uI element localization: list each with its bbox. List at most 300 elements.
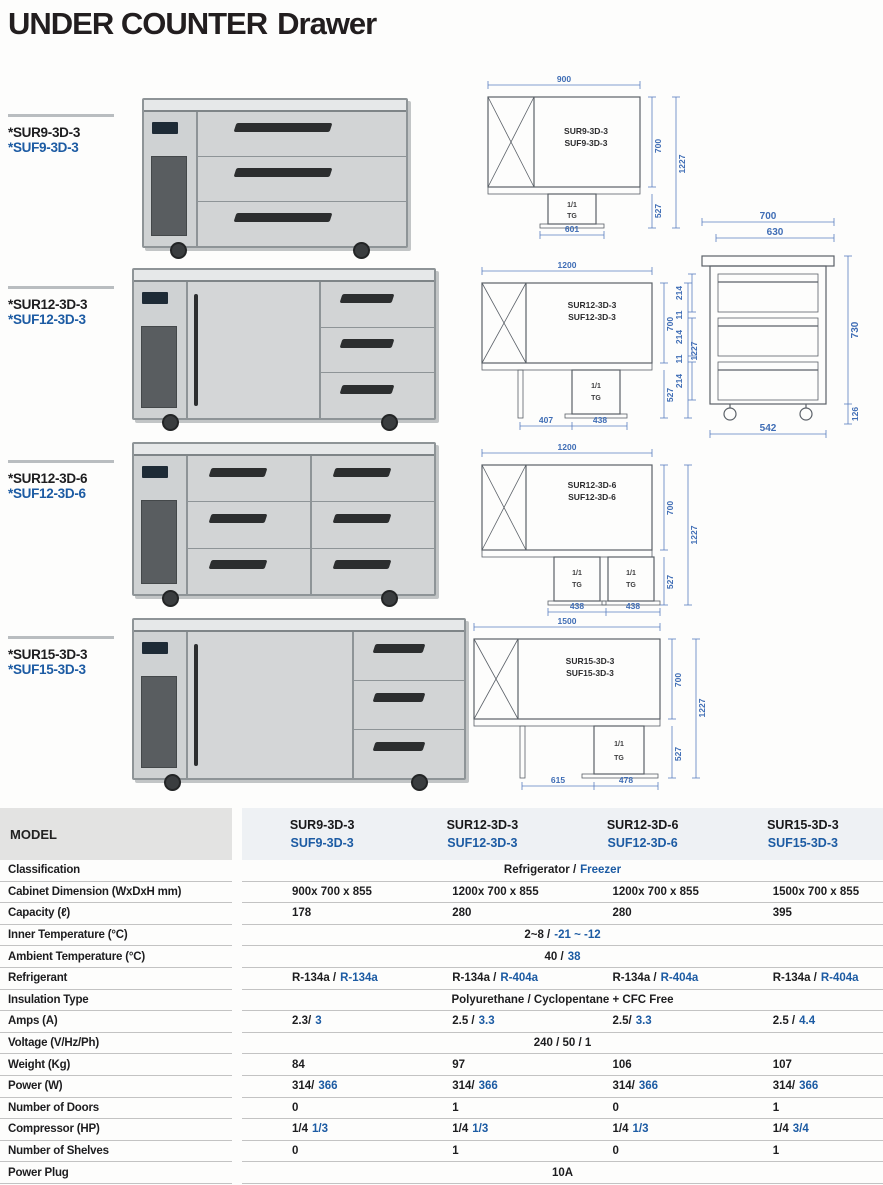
row-gap <box>232 1011 242 1033</box>
pan-label2: TG <box>572 582 582 589</box>
drawer <box>321 328 434 374</box>
caster-wheel-icon <box>411 774 428 791</box>
row-values <box>242 1119 883 1141</box>
value-text-blue: 1/3 <box>472 1123 489 1136</box>
dim-width: 900 <box>556 74 572 84</box>
row-cell-value <box>242 903 402 924</box>
counter-top <box>134 620 464 632</box>
table-row <box>0 1054 883 1076</box>
dim-bottom2: 438 <box>625 601 641 611</box>
model-name-f: *SUF9-3D-3 <box>8 140 79 155</box>
dim-gap: 11 <box>674 310 684 320</box>
value-text: 0 <box>612 1101 619 1114</box>
value-text: 1/4 <box>452 1123 469 1136</box>
value-text-blue: 3.3 <box>478 1015 495 1028</box>
counter-top <box>134 270 434 282</box>
model-name-f: *SUF12-3D-3 <box>8 312 86 327</box>
row-span-value <box>242 946 883 967</box>
model-label-2 <box>8 286 126 327</box>
dim-bottom: 601 <box>564 224 580 234</box>
row-cell-value <box>563 1011 723 1032</box>
drawer-handle-icon <box>339 339 394 348</box>
dim-lower: 527 <box>673 746 683 762</box>
row-label: Ambient Temperature (°C) <box>0 946 232 968</box>
row-span-value <box>242 925 883 946</box>
caster-wheel-icon <box>164 774 181 791</box>
diagram-model-f: SUF9-3D-3 <box>564 138 608 148</box>
row-cell-value <box>563 1098 723 1119</box>
row-cell-value <box>563 1076 723 1097</box>
row-cell-value <box>402 968 562 989</box>
value-text: 107 <box>772 1058 792 1071</box>
row-cell-value <box>402 1011 562 1032</box>
value-text: 1 <box>452 1145 459 1158</box>
pan-label2: TG <box>567 213 577 220</box>
caster-wheel-icon <box>162 414 179 431</box>
dim-lower: 527 <box>665 574 675 590</box>
drawer <box>354 730 464 778</box>
door <box>188 282 321 418</box>
model-name-r: *SUR15-3D-3 <box>8 647 88 662</box>
dim-total: 1227 <box>697 698 707 718</box>
row-cell-value <box>723 882 883 903</box>
value-text: Polyurethane / Cyclopentane + CFC Free <box>451 993 674 1006</box>
row-cell-value <box>242 1076 402 1097</box>
value-text: 2.5 / <box>452 1015 475 1028</box>
value-text: R-134a / <box>772 972 817 985</box>
row-cell-value <box>563 1119 723 1140</box>
row-span-value <box>242 860 883 881</box>
vent-grille <box>141 500 177 584</box>
model-columns <box>242 808 883 860</box>
row-cell-value <box>723 1054 883 1075</box>
model-name-f: *SUF15-3D-3 <box>8 662 86 677</box>
row-cell-value <box>242 1011 402 1032</box>
row-values <box>242 1033 883 1055</box>
row-gap <box>232 860 242 882</box>
caster-wheel-icon <box>381 414 398 431</box>
row-cell-value <box>402 1119 562 1140</box>
row-cell-value <box>723 1011 883 1032</box>
row-cell-value <box>563 882 723 903</box>
row-cell-value <box>563 1141 723 1162</box>
row-cell-value <box>242 1119 402 1140</box>
dim-depth: 700 <box>653 138 663 154</box>
caster-wheel-icon <box>170 242 187 259</box>
door-handle-icon <box>194 644 198 766</box>
table-row <box>0 882 883 904</box>
vent-grille <box>141 676 177 768</box>
model-name-r: SUR9-3D-3 <box>289 817 355 832</box>
row-values <box>242 1076 883 1098</box>
drawer <box>198 112 406 157</box>
row-cell-value <box>723 1098 883 1119</box>
dim-top-inner: 630 <box>766 227 784 238</box>
pan-label2: TG <box>626 582 636 589</box>
value-text-blue: 366 <box>799 1080 819 1093</box>
dim-total: 1227 <box>689 341 699 361</box>
row-values <box>242 946 883 968</box>
table-row <box>0 1162 883 1184</box>
dim-drawer-h: 214 <box>674 373 684 389</box>
row-label: Weight (Kg) <box>0 1054 232 1076</box>
value-text: 240 / 50 / 1 <box>533 1037 592 1050</box>
table-row <box>0 968 883 990</box>
row-values <box>242 1162 883 1184</box>
value-text-blue: -21 ~ -12 <box>554 929 601 942</box>
value-text: 395 <box>772 907 792 920</box>
value-text: 314/ <box>612 1080 635 1093</box>
row-label: Compressor (HP) <box>0 1119 232 1141</box>
value-text-blue: Freezer <box>580 864 622 877</box>
value-text: 1 <box>452 1101 459 1114</box>
model-name-r: *SUR12-3D-3 <box>8 297 88 312</box>
row-cell-value <box>723 903 883 924</box>
table-row <box>0 1119 883 1141</box>
diagram-top-view-sur15 <box>460 614 716 796</box>
drawer <box>321 373 434 418</box>
model-name-f: *SUF12-3D-6 <box>8 486 86 501</box>
caster-wheel-icon <box>353 242 370 259</box>
value-text-blue: R-134a <box>340 972 378 985</box>
row-label: Classification <box>0 860 232 882</box>
drawer-handle-icon <box>208 514 267 523</box>
dim-body-h: 730 <box>850 321 861 339</box>
drawer-column <box>354 632 464 778</box>
row-values <box>242 903 883 925</box>
compressor-panel <box>134 456 188 594</box>
dim-depth: 700 <box>673 672 683 688</box>
diagram-model-r: SUR15-3D-3 <box>565 656 615 666</box>
value-text: 314/ <box>452 1080 475 1093</box>
row-label: Refrigerant <box>0 968 232 990</box>
row-values <box>242 882 883 904</box>
value-text-blue: R-404a <box>660 972 699 985</box>
diagram-top-view-sur12-3d-6 <box>466 440 710 618</box>
value-text: 0 <box>292 1101 299 1114</box>
divider <box>8 460 114 463</box>
row-gap <box>232 1162 242 1184</box>
row-gap <box>232 1119 242 1141</box>
counter-top <box>144 100 406 112</box>
value-text: 1/4 <box>772 1123 789 1136</box>
dim-bottom2: 478 <box>618 775 634 785</box>
pan-label: 1/1 <box>591 383 601 390</box>
row-span-value <box>242 1162 883 1183</box>
value-text: 1/4 <box>612 1123 629 1136</box>
row-cell-value <box>242 1098 402 1119</box>
value-text: 314/ <box>772 1080 796 1093</box>
value-text-blue: 366 <box>318 1080 338 1093</box>
drawer-handle-icon <box>332 560 391 569</box>
row-gap <box>232 882 242 904</box>
row-cell-value <box>242 968 402 989</box>
dim-bottom1: 615 <box>550 775 566 785</box>
page-title-sub: Drawer <box>277 6 377 41</box>
value-text: 1200x 700 x 855 <box>452 885 539 898</box>
row-values <box>242 1011 883 1033</box>
drawer-column <box>188 456 310 594</box>
row-cell-value <box>242 1054 402 1075</box>
row-label: Inner Temperature (°C) <box>0 925 232 947</box>
row-gap <box>232 990 242 1012</box>
drawer-handle-icon <box>208 468 267 477</box>
value-text: 314/ <box>292 1080 315 1093</box>
dim-bottom2: 438 <box>592 415 608 425</box>
dim-depth: 700 <box>665 500 675 516</box>
value-text: 84 <box>292 1058 305 1071</box>
vent-grille <box>151 156 187 236</box>
compressor-panel <box>134 632 188 778</box>
drawer <box>198 157 406 202</box>
model-name-f: SUF15-3D-3 <box>767 836 838 850</box>
row-values <box>242 925 883 947</box>
value-text: 2.3/ <box>292 1015 312 1028</box>
drawer <box>312 549 434 594</box>
model-label-3 <box>8 460 126 501</box>
row-cell-value <box>402 1076 562 1097</box>
model-name-f: SUF9-3D-3 <box>290 836 354 850</box>
row-span-value <box>242 1033 883 1054</box>
value-text-blue: 3 <box>315 1015 322 1028</box>
row-gap <box>232 903 242 925</box>
drawer-handle-icon <box>208 560 267 569</box>
row-cell-value <box>563 968 723 989</box>
control-display <box>142 466 168 478</box>
value-text: 2.5/ <box>612 1015 632 1028</box>
table-row <box>0 990 883 1012</box>
row-gap <box>232 1054 242 1076</box>
row-label: Amps (A) <box>0 1011 232 1033</box>
control-display <box>142 292 168 304</box>
model-column-header <box>242 808 402 860</box>
divider <box>8 286 114 289</box>
dim-total: 1227 <box>689 525 699 545</box>
diagram-side-view <box>672 208 880 440</box>
pan-label: 1/1 <box>567 202 577 209</box>
row-cell-value <box>402 1141 562 1162</box>
value-text-blue: 1/3 <box>312 1123 328 1136</box>
spec-table-header <box>0 808 883 860</box>
product-image-sur9 <box>142 98 408 248</box>
pan-label: 1/1 <box>614 741 624 748</box>
row-cell-value <box>723 1076 883 1097</box>
dim-top: 700 <box>759 211 777 222</box>
caster-wheel-icon <box>381 590 398 607</box>
divider <box>8 636 114 639</box>
drawer-handle-icon <box>339 294 394 303</box>
table-row <box>0 903 883 925</box>
row-cell-value <box>402 903 562 924</box>
value-text: R-134a / <box>452 972 497 985</box>
value-text: 0 <box>612 1145 619 1158</box>
value-text-blue: 3/4 <box>792 1123 809 1136</box>
row-cell-value <box>563 1054 723 1075</box>
diagram-model-f: SUF15-3D-3 <box>566 668 614 678</box>
casters <box>162 414 398 431</box>
drawer-handle-icon <box>332 468 391 477</box>
model-name-f: SUF12-3D-6 <box>607 836 678 850</box>
table-row <box>0 1033 883 1055</box>
row-gap <box>232 1076 242 1098</box>
row-values <box>242 1054 883 1076</box>
control-display <box>142 642 168 654</box>
row-label: Power (W) <box>0 1076 232 1098</box>
table-row <box>0 925 883 947</box>
row-cell-value <box>723 1141 883 1162</box>
value-text: 900x 700 x 855 <box>292 885 372 898</box>
drawer <box>188 549 310 594</box>
value-text-blue: 1/3 <box>632 1123 649 1136</box>
pan-label2: TG <box>591 395 601 402</box>
row-cell-value <box>242 1141 402 1162</box>
product-image-sur12-3d-3 <box>132 268 436 420</box>
diagram-model-r: SUR9-3D-3 <box>564 126 608 136</box>
drawer <box>312 502 434 548</box>
value-text: R-134a / <box>612 972 657 985</box>
table-row <box>0 1076 883 1098</box>
value-text-blue: 38 <box>567 950 581 963</box>
drawer-column <box>198 112 406 246</box>
value-text: 2.5 / <box>772 1015 796 1028</box>
value-text: 1 <box>772 1101 780 1114</box>
header-gap <box>232 808 242 860</box>
value-text: 280 <box>612 907 632 920</box>
casters <box>164 774 428 791</box>
drawer <box>188 456 310 502</box>
row-cell-value <box>402 1054 562 1075</box>
model-name-r: SUR15-3D-3 <box>767 817 839 832</box>
door <box>188 632 354 778</box>
diagram-model-f: SUF12-3D-6 <box>568 492 616 502</box>
row-values <box>242 968 883 990</box>
row-values <box>242 1141 883 1163</box>
counter-top <box>134 444 434 456</box>
row-gap <box>232 946 242 968</box>
table-row <box>0 1011 883 1033</box>
model-column-header <box>402 808 562 860</box>
row-span-value <box>242 990 883 1011</box>
row-label: Insulation Type <box>0 990 232 1012</box>
drawer <box>198 202 406 246</box>
row-cell-value <box>723 1119 883 1140</box>
row-values <box>242 990 883 1012</box>
table-row <box>0 860 883 882</box>
dim-drawer-h: 214 <box>674 285 684 301</box>
drawer-handle-icon <box>234 123 333 132</box>
drawer-handle-icon <box>234 168 333 177</box>
drawer <box>354 681 464 730</box>
row-label: Capacity (ℓ) <box>0 903 232 925</box>
caster-wheel-icon <box>162 590 179 607</box>
row-cell-value <box>402 882 562 903</box>
value-text: 1 <box>772 1145 780 1158</box>
model-label-4 <box>8 636 126 677</box>
pan-label: 1/1 <box>626 570 636 577</box>
value-text: 10A <box>551 1166 574 1179</box>
value-text-blue: 366 <box>638 1080 659 1093</box>
drawer <box>188 502 310 548</box>
drawer <box>312 456 434 502</box>
row-label: Cabinet Dimension (WxDxH mm) <box>0 882 232 904</box>
vent-grille <box>141 326 177 408</box>
model-label-1 <box>8 114 126 155</box>
page-title-main: UNDER COUNTER <box>8 6 268 41</box>
dim-lower: 527 <box>653 203 663 219</box>
compressor-panel <box>144 112 198 246</box>
row-values <box>242 860 883 882</box>
pan-label: 1/1 <box>572 570 582 577</box>
model-name-r: *SUR12-3D-6 <box>8 471 88 486</box>
dim-depth: 700 <box>665 316 675 332</box>
drawer <box>321 282 434 328</box>
row-gap <box>232 925 242 947</box>
table-row <box>0 946 883 968</box>
value-text: Refrigerator / <box>503 864 577 877</box>
spec-table-body <box>0 860 883 1184</box>
row-values <box>242 1098 883 1120</box>
diagram-model-r: SUR12-3D-3 <box>567 300 617 310</box>
value-text: 1500x 700 x 855 <box>772 885 860 898</box>
dim-bottom: 542 <box>759 423 777 434</box>
value-text: 97 <box>452 1058 466 1071</box>
table-row <box>0 1141 883 1163</box>
drawer-handle-icon <box>339 385 394 394</box>
drawer-handle-icon <box>373 644 426 653</box>
drawer-handle-icon <box>373 742 426 751</box>
row-label: Number of Shelves <box>0 1141 232 1163</box>
model-column-header <box>563 808 723 860</box>
control-display <box>152 122 178 134</box>
spec-table <box>0 808 883 1184</box>
drawer <box>354 632 464 681</box>
row-gap <box>232 968 242 990</box>
pan-label2: TG <box>614 755 624 762</box>
value-text: 2~8 / <box>524 929 551 942</box>
row-gap <box>232 1141 242 1163</box>
value-text: 178 <box>292 907 312 920</box>
dim-leg-h: 126 <box>850 406 860 422</box>
row-cell-value <box>563 903 723 924</box>
value-text-blue: 3.3 <box>635 1015 652 1028</box>
row-cell-value <box>723 968 883 989</box>
model-column-header <box>723 808 883 860</box>
divider <box>8 114 114 117</box>
row-gap <box>232 1033 242 1055</box>
row-gap <box>232 1098 242 1120</box>
model-name-r: SUR12-3D-3 <box>446 817 519 832</box>
product-image-sur15 <box>132 618 466 780</box>
dim-bottom1: 407 <box>538 415 554 425</box>
compressor-panel <box>134 282 188 418</box>
dim-width: 1200 <box>557 442 577 452</box>
row-label: Power Plug <box>0 1162 232 1184</box>
drawer-column <box>321 282 434 418</box>
product-image-sur12-3d-6 <box>132 442 436 596</box>
dim-width: 1500 <box>557 616 577 626</box>
page-title <box>8 6 376 42</box>
model-header-cell: MODEL <box>0 808 232 860</box>
value-text: 1200x 700 x 855 <box>612 885 699 898</box>
dim-total: 1227 <box>677 154 687 174</box>
casters <box>162 590 398 607</box>
model-name-r: SUR12-3D-6 <box>606 817 679 832</box>
value-text: 40 / <box>544 950 564 963</box>
table-row <box>0 1098 883 1120</box>
dim-gap: 11 <box>674 354 684 364</box>
value-text: R-134a / <box>292 972 337 985</box>
value-text-blue: 366 <box>478 1080 498 1093</box>
